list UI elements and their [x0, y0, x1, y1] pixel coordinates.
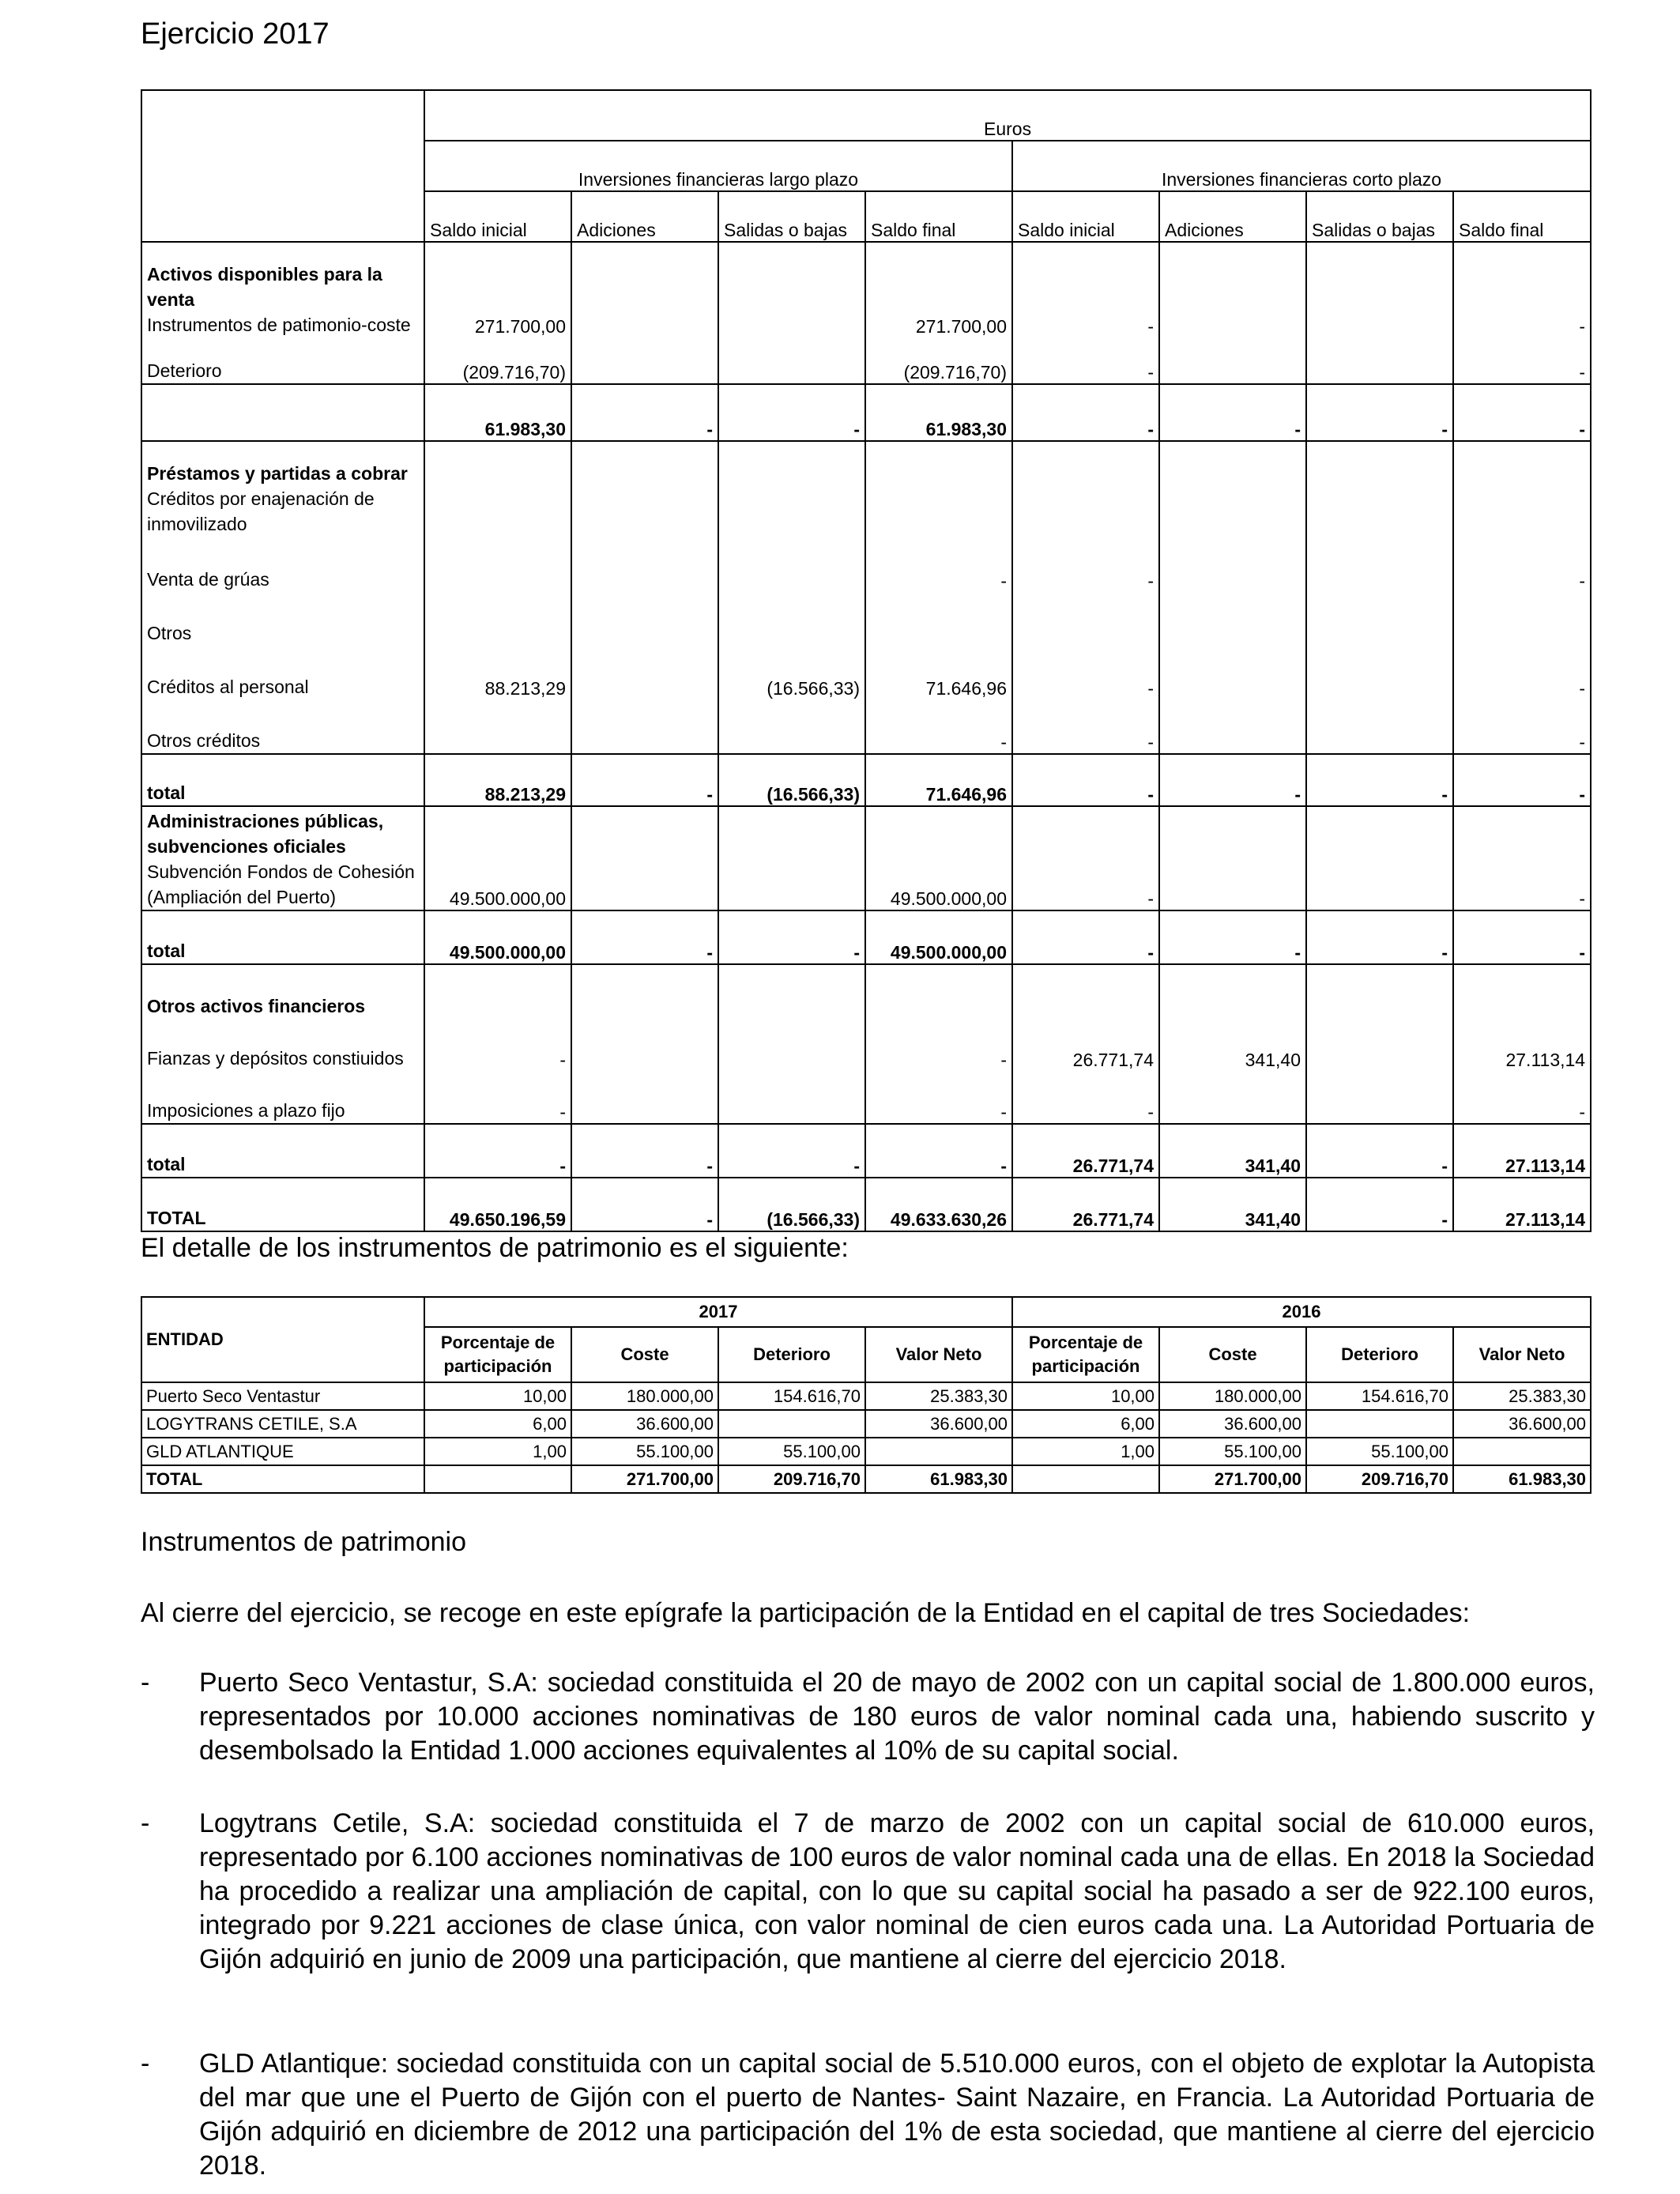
value-cell: (16.566,33): [718, 1178, 865, 1231]
value-cell: -: [1453, 806, 1591, 910]
value-cell: 36.600,00: [1453, 1410, 1591, 1438]
value-cell: [718, 441, 865, 537]
value-cell: [718, 1071, 865, 1124]
value-cell: -: [1159, 910, 1306, 964]
value-cell: -: [1012, 646, 1159, 699]
column-header: Porcentaje de participación: [424, 1327, 571, 1382]
value-cell: -: [1453, 537, 1591, 592]
column-header: Coste: [571, 1327, 718, 1382]
value-cell: 341,40: [1159, 1124, 1306, 1178]
value-cell: 27.113,14: [1453, 1178, 1591, 1231]
value-cell: 71.646,96: [865, 754, 1012, 806]
value-cell: 49.500.000,00: [424, 806, 571, 910]
page-title: Ejercicio 2017: [141, 17, 330, 51]
column-header: Salidas o bajas: [718, 191, 865, 242]
table-row: [141, 337, 1591, 384]
table-row: [141, 441, 1591, 537]
value-cell: 55.100,00: [571, 1438, 718, 1465]
row-label: total: [141, 910, 424, 964]
value-cell: [718, 537, 865, 592]
value-cell: 49.500.000,00: [865, 806, 1012, 910]
value-cell: [424, 592, 571, 646]
value-cell: -: [1012, 806, 1159, 910]
value-cell: [571, 337, 718, 384]
value-cell: 1,00: [1012, 1438, 1159, 1465]
value-cell: -: [1012, 242, 1159, 337]
value-cell: 49.500.000,00: [424, 910, 571, 964]
value-cell: 180.000,00: [1159, 1382, 1306, 1410]
row-label: total: [141, 754, 424, 806]
value-cell: 341,40: [1159, 1019, 1306, 1071]
entity-name: TOTAL: [141, 1465, 424, 1493]
table-row: [141, 1019, 1591, 1071]
value-cell: 55.100,00: [1159, 1438, 1306, 1465]
header-long-term: Inversiones financieras largo plazo: [424, 141, 1012, 191]
value-cell: -: [1453, 646, 1591, 699]
value-cell: 26.771,74: [1012, 1124, 1159, 1178]
header-year: 2017: [424, 1297, 1012, 1327]
value-cell: 36.600,00: [571, 1410, 718, 1438]
value-cell: -: [1306, 1124, 1453, 1178]
column-header: Adiciones: [571, 191, 718, 242]
value-cell: [571, 242, 718, 337]
value-cell: 26.771,74: [1012, 1178, 1159, 1231]
detail-intro: El detalle de los instrumentos de patrimonio es el siguiente:: [141, 1233, 849, 1263]
header-row: [141, 90, 1591, 141]
value-cell: -: [1012, 1071, 1159, 1124]
column-header: Saldo final: [1453, 191, 1591, 242]
row-label-text: Instrumentos de patimonio-coste: [147, 315, 411, 335]
value-cell: [718, 806, 865, 910]
row-label: [141, 806, 424, 910]
header-entidad: ENTIDAD: [141, 1297, 424, 1382]
row-label: total: [141, 1124, 424, 1178]
value-cell: -: [718, 910, 865, 964]
value-cell: -: [1306, 754, 1453, 806]
row-label: Otros activos financieros: [141, 964, 424, 1019]
value-cell: -: [1012, 537, 1159, 592]
value-cell: -: [571, 754, 718, 806]
column-header: Saldo inicial: [1012, 191, 1159, 242]
table-row: [141, 1178, 1591, 1231]
section-label: Activos disponibles para la venta: [147, 264, 382, 310]
value-cell: [424, 1465, 571, 1493]
value-cell: [571, 806, 718, 910]
row-label: Venta de grúas: [141, 537, 424, 592]
value-cell: [1159, 646, 1306, 699]
value-cell: [1159, 699, 1306, 754]
value-cell: [1306, 441, 1453, 537]
value-cell: [1159, 242, 1306, 337]
value-cell: -: [718, 1124, 865, 1178]
column-header: Deterioro: [1306, 1327, 1453, 1382]
value-cell: -: [1012, 910, 1159, 964]
bullet-dash: -: [141, 1808, 150, 1838]
row-label: Deterioro: [141, 337, 424, 384]
value-cell: [1306, 1410, 1453, 1438]
value-cell: [718, 592, 865, 646]
value-cell: [1159, 537, 1306, 592]
column-header: Valor Neto: [865, 1327, 1012, 1382]
value-cell: -: [865, 1124, 1012, 1178]
value-cell: (209.716,70): [865, 337, 1012, 384]
column-header: Porcentaje de participación: [1012, 1327, 1159, 1382]
bullet-dash: -: [141, 1668, 150, 1698]
value-cell: [718, 1410, 865, 1438]
row-label: Otros créditos: [141, 699, 424, 754]
value-cell: 88.213,29: [424, 646, 571, 699]
table-row: [141, 537, 1591, 592]
row-label: [141, 384, 424, 441]
bullet-item: [141, 1666, 1595, 1768]
bullet-dash: -: [141, 2049, 150, 2079]
value-cell: [1159, 592, 1306, 646]
value-cell: [571, 1019, 718, 1071]
value-cell: [1306, 646, 1453, 699]
value-cell: 71.646,96: [865, 646, 1012, 699]
value-cell: [1159, 441, 1306, 537]
value-cell: -: [424, 1124, 571, 1178]
value-cell: [571, 441, 718, 537]
section-label: Préstamos y partidas a cobrar: [147, 463, 408, 484]
value-cell: [571, 699, 718, 754]
value-cell: 10,00: [1012, 1382, 1159, 1410]
value-cell: 25.383,30: [865, 1382, 1012, 1410]
bullet-item: [141, 2047, 1595, 2183]
value-cell: 6,00: [1012, 1410, 1159, 1438]
value-cell: 25.383,30: [1453, 1382, 1591, 1410]
column-header: Valor Neto: [1453, 1327, 1591, 1382]
value-cell: [865, 441, 1012, 537]
value-cell: 61.983,30: [865, 384, 1012, 441]
value-cell: -: [424, 1019, 571, 1071]
value-cell: [1306, 537, 1453, 592]
value-cell: [718, 699, 865, 754]
row-label: [141, 441, 424, 537]
intro-paragraph: Al cierre del ejercicio, se recoge en este epígrafe la participación de la Entidad en el capital de tres Sociedades:: [141, 1598, 1471, 1628]
value-cell: 88.213,29: [424, 754, 571, 806]
entity-name: Puerto Seco Ventastur: [141, 1382, 424, 1410]
value-cell: 55.100,00: [718, 1438, 865, 1465]
row-label: Fianzas y depósitos constiuidos: [141, 1019, 424, 1071]
value-cell: [865, 592, 1012, 646]
value-cell: -: [1012, 384, 1159, 441]
column-header: Saldo final: [865, 191, 1012, 242]
value-cell: [571, 964, 718, 1019]
value-cell: (16.566,33): [718, 754, 865, 806]
value-cell: (16.566,33): [718, 646, 865, 699]
value-cell: [1453, 592, 1591, 646]
value-cell: [1159, 806, 1306, 910]
bullet-text: Logytrans Cetile, S.A: sociedad constituida el 7 de marzo de 2002 con un capital social de 610.000 euros, representado por 6.100 acciones nominativas de 100 euros de valor nominal cada una de ellas. En 2018 la Sociedad ha procedido a realizar una ampliación de capital, con lo que su capital social ha pasado a ser de 922.100 euros, integrado por 9.221 acciones de clase única, con valor nominal de cien euros cada una. La Autoridad Portuaria de Gijón adquirió en junio de 2009 una participación, que mantiene al cierre del ejercicio 2018.: [199, 1808, 1595, 1974]
table-row: [141, 242, 1591, 337]
value-cell: [865, 1438, 1012, 1465]
value-cell: -: [718, 384, 865, 441]
value-cell: 61.983,30: [424, 384, 571, 441]
value-cell: -: [1453, 754, 1591, 806]
column-header: Deterioro: [718, 1327, 865, 1382]
value-cell: [718, 964, 865, 1019]
value-cell: -: [1012, 754, 1159, 806]
table-row: [141, 1382, 1591, 1410]
value-cell: [1453, 441, 1591, 537]
value-cell: -: [1306, 910, 1453, 964]
value-cell: [718, 242, 865, 337]
value-cell: -: [1012, 699, 1159, 754]
value-cell: 209.716,70: [718, 1465, 865, 1493]
value-cell: [1306, 806, 1453, 910]
header-corner: [141, 90, 424, 242]
value-cell: 36.600,00: [865, 1410, 1012, 1438]
value-cell: [1159, 337, 1306, 384]
value-cell: [1453, 1438, 1591, 1465]
value-cell: -: [571, 1178, 718, 1231]
value-cell: [1012, 964, 1159, 1019]
table-row: [141, 384, 1591, 441]
column-header: Saldo inicial: [424, 191, 571, 242]
column-header: Coste: [1159, 1327, 1306, 1382]
table-row: [141, 964, 1591, 1019]
value-cell: -: [1306, 384, 1453, 441]
table-row: [141, 592, 1591, 646]
value-cell: 27.113,14: [1453, 1124, 1591, 1178]
value-cell: [1306, 337, 1453, 384]
header-euros: Euros: [424, 90, 1591, 141]
value-cell: 49.500.000,00: [865, 910, 1012, 964]
table-row: [141, 910, 1591, 964]
value-cell: 27.113,14: [1453, 1019, 1591, 1071]
table-row: [141, 1124, 1591, 1178]
value-cell: 49.633.630,26: [865, 1178, 1012, 1231]
value-cell: -: [1453, 384, 1591, 441]
value-cell: -: [571, 910, 718, 964]
value-cell: -: [865, 1019, 1012, 1071]
table-row: [141, 806, 1591, 910]
value-cell: [571, 646, 718, 699]
equity-detail-table: [141, 1296, 1591, 1494]
value-cell: [1306, 1019, 1453, 1071]
value-cell: -: [1159, 754, 1306, 806]
value-cell: [424, 441, 571, 537]
value-cell: 1,00: [424, 1438, 571, 1465]
column-header: Salidas o bajas: [1306, 191, 1453, 242]
value-cell: [1159, 1071, 1306, 1124]
value-cell: -: [571, 1124, 718, 1178]
value-cell: -: [571, 384, 718, 441]
table-row: [141, 754, 1591, 806]
value-cell: 271.700,00: [424, 242, 571, 337]
header-short-term: Inversiones financieras corto plazo: [1012, 141, 1591, 191]
row-label: Otros: [141, 592, 424, 646]
value-cell: -: [1453, 1071, 1591, 1124]
value-cell: 49.650.196,59: [424, 1178, 571, 1231]
value-cell: -: [1453, 699, 1591, 754]
table-row: [141, 699, 1591, 754]
value-cell: 61.983,30: [1453, 1465, 1591, 1493]
table-row: [141, 1071, 1591, 1124]
value-cell: -: [1306, 1178, 1453, 1231]
value-cell: [1306, 1071, 1453, 1124]
value-cell: -: [1159, 384, 1306, 441]
value-cell: (209.716,70): [424, 337, 571, 384]
column-header: Adiciones: [1159, 191, 1306, 242]
bullet-item: [141, 1807, 1595, 1977]
row-label: [141, 242, 424, 337]
value-cell: [571, 592, 718, 646]
value-cell: 209.716,70: [1306, 1465, 1453, 1493]
header-year: 2016: [1012, 1297, 1591, 1327]
table-row: [141, 646, 1591, 699]
value-cell: [718, 337, 865, 384]
value-cell: 271.700,00: [1159, 1465, 1306, 1493]
entity-name: GLD ATLANTIQUE: [141, 1438, 424, 1465]
value-cell: -: [865, 1071, 1012, 1124]
value-cell: 180.000,00: [571, 1382, 718, 1410]
entity-name: LOGYTRANS CETILE, S.A: [141, 1410, 424, 1438]
value-cell: [1306, 964, 1453, 1019]
value-cell: -: [865, 537, 1012, 592]
value-cell: [718, 1019, 865, 1071]
row-label-text: Subvención Fondos de Cohesión (Ampliación del Puerto): [147, 861, 415, 907]
value-cell: 10,00: [424, 1382, 571, 1410]
value-cell: 271.700,00: [571, 1465, 718, 1493]
value-cell: 55.100,00: [1306, 1438, 1453, 1465]
section-heading: Instrumentos de patrimonio: [141, 1527, 466, 1557]
value-cell: [1306, 699, 1453, 754]
value-cell: [571, 537, 718, 592]
header-row: [141, 1297, 1591, 1327]
value-cell: [1159, 964, 1306, 1019]
value-cell: [424, 964, 571, 1019]
value-cell: 154.616,70: [718, 1382, 865, 1410]
table-row: [141, 1438, 1591, 1465]
value-cell: -: [1012, 337, 1159, 384]
value-cell: -: [1453, 337, 1591, 384]
value-cell: [1306, 592, 1453, 646]
row-label-text: Créditos por enajenación de inmovilizado: [147, 488, 375, 534]
row-label: Créditos al personal: [141, 646, 424, 699]
table-row: [141, 1465, 1591, 1493]
value-cell: [1012, 441, 1159, 537]
bullet-text: GLD Atlantique: sociedad constituida con un capital social de 5.510.000 euros, con el objeto de explotar la Autopista del mar que une el Puerto de Gijón con el puerto de Nantes- Saint Nazaire, en Francia. La Autoridad Portuaria de Gijón adquirió en diciembre de 2012 una participación del 1% de esta sociedad, que mantiene al cierre del ejercicio 2018.: [199, 2049, 1595, 2181]
table-row: [141, 1410, 1591, 1438]
section-label: Administraciones públicas, subvenciones oficiales: [147, 811, 384, 857]
value-cell: -: [424, 1071, 571, 1124]
value-cell: [1453, 964, 1591, 1019]
value-cell: [1012, 592, 1159, 646]
value-cell: [424, 699, 571, 754]
value-cell: -: [1453, 910, 1591, 964]
value-cell: [424, 537, 571, 592]
value-cell: -: [1453, 242, 1591, 337]
value-cell: 271.700,00: [865, 242, 1012, 337]
value-cell: [1306, 242, 1453, 337]
value-cell: 6,00: [424, 1410, 571, 1438]
bullet-text: Puerto Seco Ventastur, S.A: sociedad constituida el 20 de mayo de 2002 con un capital social de 1.800.000 euros, representados por 10.000 acciones nominativas de 180 euros de valor nominal cada una, habiendo suscrito y desembolsado la Entidad 1.000 acciones equivalentes al 10% de su capital social.: [199, 1668, 1595, 1766]
value-cell: 61.983,30: [865, 1465, 1012, 1493]
value-cell: 36.600,00: [1159, 1410, 1306, 1438]
row-label: TOTAL: [141, 1178, 424, 1231]
investments-table: [141, 89, 1591, 1232]
value-cell: 341,40: [1159, 1178, 1306, 1231]
value-cell: -: [865, 699, 1012, 754]
value-cell: 154.616,70: [1306, 1382, 1453, 1410]
value-cell: [571, 1071, 718, 1124]
row-label: Imposiciones a plazo fijo: [141, 1071, 424, 1124]
value-cell: 26.771,74: [1012, 1019, 1159, 1071]
value-cell: [1012, 1465, 1159, 1493]
value-cell: [865, 964, 1012, 1019]
